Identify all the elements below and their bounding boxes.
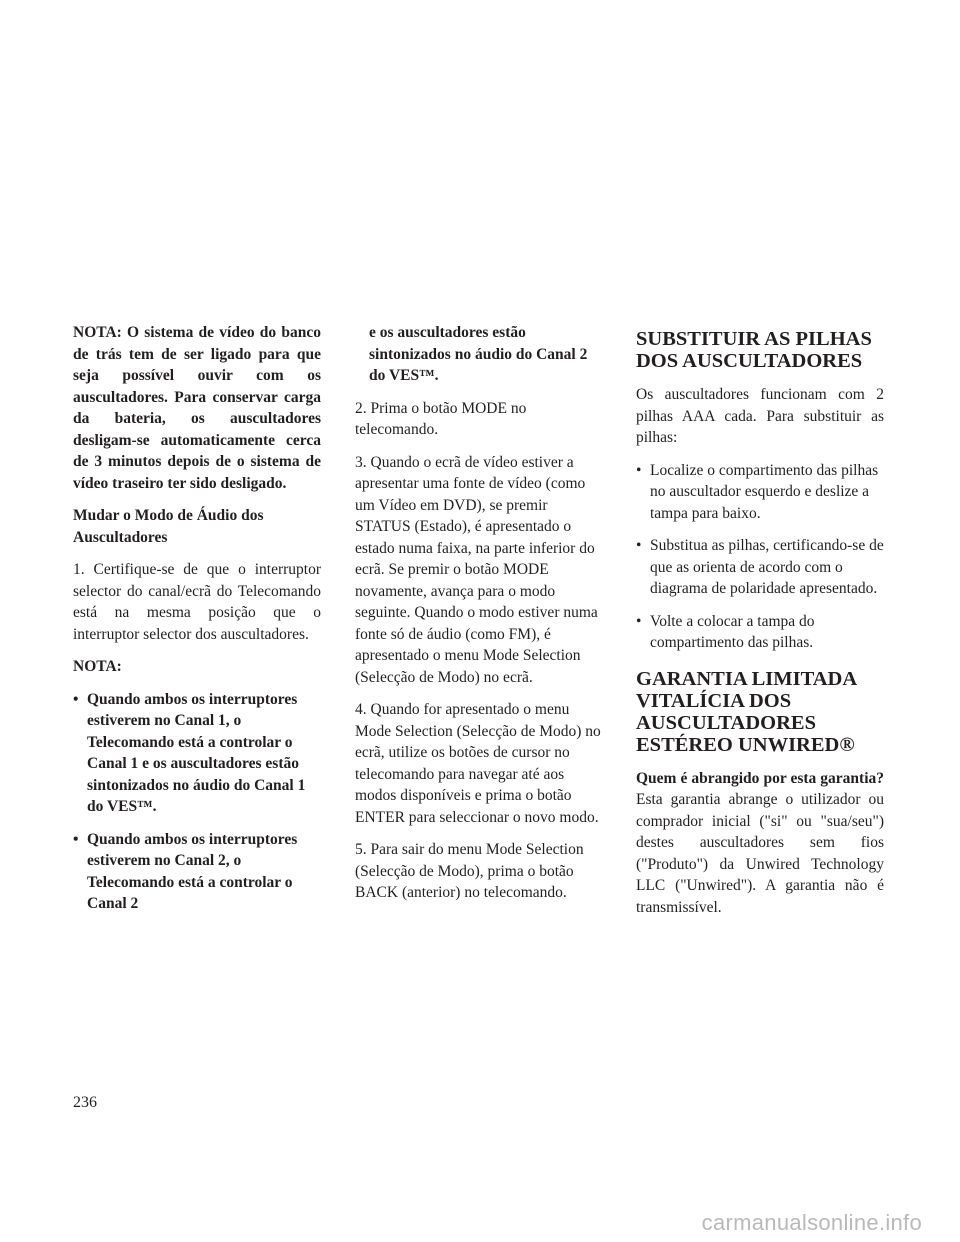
column-right — [636, 322, 884, 929]
warranty-answer: Esta garantia abrange o utilizador ou comprador inicial ("si" ou "sua/seu") destes auscultadores sem fios ("Produto") da Unwired Technology LLC ("Unwired"). A garantia não é transmissível. — [636, 791, 884, 916]
battery-intro: Os auscultadores funcionam com 2 pilhas AAA cada. Para substituir as pilhas: — [636, 386, 884, 446]
channel-1-note: • Quando ambos os interruptores estiverem no Canal 1, o Telecomando está a controlar o Canal 1 e os auscultadores estão sintonizados no áudio do Canal 1 do VES™. — [73, 689, 321, 818]
audio-mode-heading: Mudar o Modo de Áudio dos Auscultadores — [73, 507, 264, 546]
step-2: 2. Prima o botão MODE no telecomando. — [355, 399, 527, 438]
warranty-question: Quem é abrangido por esta garantia? — [636, 769, 884, 787]
watermark: carmanualsonline.info — [701, 1210, 922, 1235]
battery-step: • Volte a colocar a tampa do compartimento das pilhas. — [636, 611, 884, 654]
rear-video-note: NOTA: O sistema de vídeo do banco de trás tem de ser ligado para que seja possível ouvir com os auscultadores. Para conservar carga da bateria, os auscultadores desligam-se automaticamente cerca de 3 minutos depois de o sistema de vídeo traseiro ter sido desligado. — [73, 324, 321, 492]
channel-note-list — [73, 689, 321, 915]
battery-steps-list — [636, 460, 884, 654]
battery-step: • Substitua as pilhas, certificando-se de que as orienta de acordo com o diagrama de polaridade apresentado. — [636, 535, 884, 600]
warranty-heading: GARANTIA LIMITADA VITALÍCIA DOS AUSCULTADORES ESTÉREO UNWIRED® — [636, 667, 857, 756]
page-number: 236 — [73, 1094, 97, 1111]
battery-step: • Localize o compartimento das pilhas no auscultador esquerdo e deslize a tampa para baixo. — [636, 460, 884, 525]
channel-2-note-start: • Quando ambos os interruptores estiverem no Canal 2, o Telecomando está a controlar o Canal 2 — [73, 829, 321, 915]
note-label: NOTA: — [73, 658, 122, 675]
channel-2-note-end: e os auscultadores estão sintonizados no áudio do Canal 2 do VES™. — [369, 324, 588, 384]
column-left — [73, 322, 321, 926]
warranty-paragraph — [636, 768, 884, 919]
step-5: 5. Para sair do menu Mode Selection (Selecção de Modo), prima o botão BACK (anterior) no telecomando. — [355, 841, 584, 901]
step-1: 1. Certifique-se de que o interruptor selector do canal/ecrã do Telecomando está na mesma posição que o interruptor selector dos auscultadores. — [73, 561, 321, 643]
battery-heading: SUBSTITUIR AS PILHAS DOS AUSCULTADORES — [636, 328, 872, 372]
column-middle — [355, 322, 603, 915]
step-4: 4. Quando for apresentado o menu Mode Selection (Selecção de Modo) no ecrã, utilize os botões de cursor no telecomando para navegar até aos modos disponíveis e prima o botão ENTER para seleccionar o novo modo. — [355, 701, 601, 826]
step-3: 3. Quando o ecrã de vídeo estiver a apresentar uma fonte de vídeo (como um Vídeo em DVD), se premir STATUS (Estado), é apresentado o estado numa faixa, na parte inferior do ecrã. Se premir o botão MODE novamente, avança para o modo seguinte. Quando o modo estiver numa fonte só de áudio (como FM), é apresentado o menu Mode Selection (Selecção de Modo) no ecrã. — [355, 453, 598, 686]
